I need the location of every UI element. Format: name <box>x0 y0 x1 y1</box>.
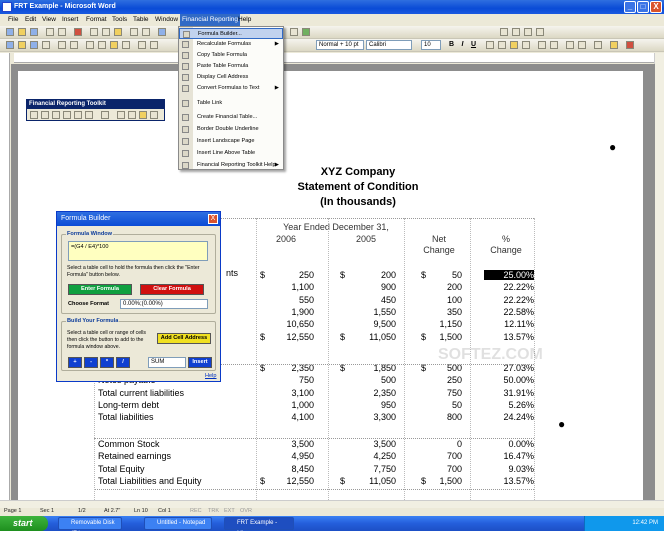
tk-border-icon[interactable] <box>128 111 136 119</box>
status-pages: 1/2 <box>78 508 86 514</box>
value-net-change: 0 <box>456 439 462 449</box>
frt-menu-item[interactable] <box>179 148 283 159</box>
value-net-change: 200 <box>446 282 462 293</box>
justify-icon[interactable] <box>522 41 530 49</box>
new-icon[interactable] <box>6 28 14 36</box>
value-net-change: 750 <box>446 387 462 398</box>
highlight-icon[interactable] <box>610 41 618 49</box>
statement-title: Statement of Condition <box>297 181 419 193</box>
frt-menu-item[interactable] <box>179 160 283 171</box>
menu-item-label: Insert Landscape Page <box>197 138 255 144</box>
menu-bar <box>0 14 664 26</box>
docmap-icon[interactable] <box>524 28 532 36</box>
value-net-change: 800 <box>446 412 462 423</box>
tk-landscape-icon[interactable] <box>139 111 147 119</box>
value-pct-change: 5.26% <box>508 399 534 410</box>
fb-close-button[interactable]: X <box>208 214 218 224</box>
start-button[interactable]: start <box>0 516 48 531</box>
menu-item-icon <box>182 74 189 81</box>
value-pct-change: 50.00% <box>503 375 534 386</box>
value-pct-change: 22.22% <box>503 282 534 293</box>
menu-item-icon <box>182 162 189 169</box>
value-2005: 900 <box>380 282 396 293</box>
value-2006: 10,650 <box>286 319 314 330</box>
research-icon[interactable] <box>70 41 78 49</box>
save-icon[interactable] <box>30 28 38 36</box>
menu-item-icon <box>182 52 189 59</box>
partial-label: nts <box>226 268 239 278</box>
table-gridline <box>94 489 534 490</box>
word-app-icon <box>2 2 12 12</box>
menu-item-label: Border Double Underline <box>197 126 259 132</box>
submenu-arrow-icon: ▶ <box>274 162 279 168</box>
bold-button[interactable]: B <box>448 41 455 48</box>
value-2005: 200 <box>380 270 396 280</box>
value-pct-change: 12.11% <box>504 319 534 330</box>
font-combo[interactable]: Calibri <box>366 40 412 50</box>
add-cell-address-button[interactable]: Add Cell Address <box>157 333 211 344</box>
menu-item-icon <box>182 85 189 92</box>
financial-reporting-menu <box>178 26 284 170</box>
frt-menu-item[interactable] <box>179 83 283 94</box>
menu-item-icon <box>182 138 189 145</box>
row-label: Long-term debt <box>98 399 160 410</box>
tk-line-icon[interactable] <box>150 111 158 119</box>
status-ext[interactable]: EXT <box>224 508 235 514</box>
bullets-icon[interactable] <box>550 41 558 49</box>
value-2005: 500 <box>380 375 396 386</box>
undo-icon[interactable] <box>130 28 138 36</box>
dollar-sign: $ <box>421 475 427 486</box>
columns-icon[interactable] <box>500 28 508 36</box>
status-rec[interactable]: REC <box>190 508 202 514</box>
align-right-icon[interactable] <box>510 41 518 49</box>
dollar-sign: $ <box>340 331 346 342</box>
title-bar <box>0 0 664 14</box>
paste-icon[interactable] <box>114 28 122 36</box>
row-label: Common Stock <box>98 439 160 449</box>
value-pct-change: 31.91% <box>503 387 534 398</box>
show-hide-icon[interactable] <box>536 28 544 36</box>
menu-item-label: Paste Table Formula <box>197 63 249 69</box>
value-net-change: 50 <box>451 270 462 280</box>
menu-item-label: Table Link <box>197 100 223 106</box>
fb-title: Formula Builder <box>57 212 220 226</box>
menu-item-icon <box>182 41 189 48</box>
tk-convert-icon[interactable] <box>85 111 93 119</box>
menu-financial-reporting[interactable]: Financial Reporting <box>180 14 240 26</box>
value-pct-change: 13.57% <box>503 475 534 486</box>
row-label: Total Liabilities and Equity <box>98 475 202 486</box>
value-pct-change: 24.24% <box>503 412 534 423</box>
submenu-arrow-icon: ▶ <box>274 41 279 47</box>
new-doc-icon[interactable] <box>6 41 14 49</box>
row-label: Retained earnings <box>98 451 172 462</box>
spelling-icon[interactable] <box>74 28 82 36</box>
copy-icon[interactable] <box>102 28 110 36</box>
value-net-change: 1,150 <box>439 319 462 330</box>
financial-reporting-toolkit <box>26 99 165 121</box>
formula-window-label: Formula Window <box>67 231 113 237</box>
cut-doc-icon[interactable] <box>86 41 94 49</box>
tk-sum-icon[interactable] <box>41 111 49 119</box>
menu-item-icon <box>182 63 189 70</box>
bullet-mark-2: ● <box>558 417 566 431</box>
menu-item-label: Create Financial Table... <box>197 114 258 120</box>
value-2005: 11,050 <box>369 331 396 342</box>
value-2005: 450 <box>380 294 396 305</box>
drawing-icon[interactable] <box>512 28 520 36</box>
menu-edit[interactable]: Edit <box>25 16 37 23</box>
menu-item-label: Copy Table Formula <box>197 52 247 58</box>
row-label: Total Equity <box>98 463 145 474</box>
open-doc-icon[interactable] <box>18 41 26 49</box>
horizontal-ruler[interactable] <box>14 53 662 63</box>
decrease-indent-icon[interactable] <box>566 41 574 49</box>
menu-item-icon <box>182 100 189 107</box>
value-pct-change: 25.00% <box>484 270 534 280</box>
system-tray <box>584 516 664 531</box>
tk-copy-icon[interactable] <box>52 111 60 119</box>
align-center-icon[interactable] <box>498 41 506 49</box>
frt-menu-item[interactable] <box>179 28 283 39</box>
fb-help-link[interactable]: Help <box>205 373 217 379</box>
font-color-icon[interactable] <box>626 41 634 49</box>
status-sec: Sec 1 <box>40 508 55 514</box>
vertical-ruler[interactable] <box>0 53 10 500</box>
maximize-button[interactable]: □ <box>637 1 649 13</box>
border-icon[interactable] <box>594 41 602 49</box>
preview-icon[interactable] <box>58 28 66 36</box>
op-minus-button[interactable]: - <box>84 357 98 368</box>
toolbar-formatting <box>0 39 664 52</box>
dollar-sign: $ <box>340 363 346 373</box>
frt-menu-item[interactable] <box>179 98 283 109</box>
col-net-2: Change <box>423 245 455 255</box>
value-net-change: 50 <box>451 399 462 410</box>
insert-function-button[interactable]: Insert <box>188 357 212 368</box>
status-at: At 2.7" <box>104 508 121 514</box>
col-2006: 2006 <box>275 234 297 244</box>
frt-menu-item[interactable] <box>179 124 283 135</box>
frt-menu-item[interactable] <box>179 72 283 83</box>
build-instructions: Select a table cell or range of cells then click the button to add to the formula window above. <box>67 330 147 350</box>
value-2006: 1,000 <box>291 399 314 410</box>
toolkit-title: Financial Reporting Toolkit <box>27 100 164 109</box>
undo-doc-icon[interactable] <box>138 41 146 49</box>
value-2006: 1,100 <box>291 282 314 293</box>
toolbar-standard-1 <box>0 26 664 39</box>
window-title: FRT Example - Microsoft Word <box>14 3 116 10</box>
value-pct-change: 16.47% <box>503 451 534 462</box>
value-2006: 250 <box>298 270 314 280</box>
frt-menu-item[interactable] <box>179 136 283 147</box>
formula-builder-dialog <box>56 211 221 382</box>
value-net-change: 700 <box>446 463 462 474</box>
value-pct-change: 27.03% <box>503 363 534 373</box>
dollar-sign: $ <box>260 331 266 342</box>
format-painter-icon[interactable] <box>122 41 130 49</box>
size-combo[interactable]: 10 <box>421 40 441 50</box>
value-2005: 2,350 <box>373 387 396 398</box>
value-2006: 750 <box>298 375 314 386</box>
task-notepad[interactable]: Untitled - Notepad <box>144 517 212 530</box>
op-divide-button[interactable]: / <box>116 357 130 368</box>
menu-window[interactable]: Window <box>155 16 179 23</box>
value-net-change: 1,500 <box>439 331 462 342</box>
tk-formula-icon[interactable] <box>30 111 38 119</box>
status-page: Page 1 <box>4 508 22 514</box>
menu-item-icon <box>182 150 189 157</box>
function-select[interactable]: SUM <box>148 357 186 368</box>
paste-doc-icon[interactable] <box>110 41 118 49</box>
formula-textbox[interactable]: =(G4 / E4)*100 <box>68 241 208 261</box>
vertical-scrollbar[interactable] <box>654 53 664 500</box>
watermark: SOFTEZ.COM <box>438 346 543 363</box>
clock: 12:42 PM <box>632 520 658 526</box>
format-select[interactable]: 0.00%;(0.00%) <box>120 299 208 309</box>
col-pct-2: Change <box>490 245 522 255</box>
value-net-change: 1,500 <box>439 475 462 486</box>
dollar-sign: $ <box>340 475 346 486</box>
col-net-1: Net <box>431 234 446 244</box>
value-2006: 3,100 <box>291 387 314 398</box>
value-pct-change: 22.58% <box>503 306 534 317</box>
col-pct-1: % <box>501 234 510 244</box>
redo-doc-icon[interactable] <box>150 41 158 49</box>
table-gridline <box>256 218 257 500</box>
save-doc-icon[interactable] <box>30 41 38 49</box>
frt-menu-item[interactable] <box>179 50 283 61</box>
menu-help[interactable]: Help <box>238 16 252 23</box>
increase-indent-icon[interactable] <box>578 41 586 49</box>
permission-icon[interactable] <box>42 41 50 49</box>
value-2005: 11,050 <box>369 475 396 486</box>
col-2005: 2005 <box>355 234 377 244</box>
status-bar <box>0 508 664 516</box>
hyperlink-icon[interactable] <box>158 28 166 36</box>
row-label: Total liabilities <box>98 412 154 423</box>
print-icon[interactable] <box>46 28 54 36</box>
redo-icon[interactable] <box>142 28 150 36</box>
dollar-sign: $ <box>421 363 427 373</box>
value-net-change: 350 <box>446 306 462 317</box>
build-formula-group <box>61 318 216 371</box>
clear-formula-button[interactable]: Clear Formula <box>140 284 204 295</box>
menu-view[interactable]: View <box>42 16 56 23</box>
italic-button[interactable]: I <box>461 41 464 48</box>
value-2005: 950 <box>380 399 396 410</box>
dollar-sign: $ <box>340 270 346 280</box>
units-caption: (In thousands) <box>320 196 396 208</box>
value-2005: 9,500 <box>373 319 396 330</box>
build-formula-label: Build Your Formula <box>67 318 119 324</box>
menu-item-label: Display Cell Address <box>197 74 249 80</box>
menu-item-label: Financial Reporting Toolkit Help <box>197 162 276 168</box>
value-net-change: 250 <box>446 375 462 386</box>
numbering-icon[interactable] <box>538 41 546 49</box>
menu-table[interactable]: Table <box>133 16 149 23</box>
taskbar <box>0 516 664 537</box>
value-2005: 3,300 <box>373 412 396 423</box>
menu-insert[interactable]: Insert <box>62 16 79 23</box>
year-header: Year Ended December 31, <box>283 222 389 232</box>
value-net-change: 100 <box>446 294 462 305</box>
value-2006: 4,950 <box>291 451 314 462</box>
menu-tools[interactable]: Tools <box>112 16 128 23</box>
menu-item-icon <box>183 31 190 38</box>
frt-menu-item[interactable] <box>179 39 283 50</box>
status-trk[interactable]: TRK <box>208 508 219 514</box>
value-2005: 1,850 <box>373 363 396 373</box>
status-ovr[interactable]: OVR <box>240 508 252 514</box>
value-2006: 2,350 <box>291 363 314 373</box>
value-2006: 12,550 <box>286 331 314 342</box>
dollar-sign: $ <box>260 363 266 373</box>
cut-icon[interactable] <box>90 28 98 36</box>
bullet-mark: ● <box>609 140 617 154</box>
value-2006: 12,550 <box>286 475 314 486</box>
tk-paste-icon[interactable] <box>63 111 71 119</box>
excel-icon[interactable] <box>302 28 310 36</box>
value-2005: 1,550 <box>373 306 396 317</box>
op-multiply-button[interactable]: * <box>100 357 114 368</box>
value-2006: 1,900 <box>291 306 314 317</box>
value-2005: 7,750 <box>373 463 396 474</box>
value-net-change: 700 <box>446 451 462 462</box>
style-combo[interactable]: Normal + 10 pt <box>316 40 364 50</box>
print-doc-icon[interactable] <box>58 41 66 49</box>
dollar-sign: $ <box>421 331 427 342</box>
company-name: XYZ Company <box>320 166 396 178</box>
menu-file[interactable]: File <box>8 16 19 23</box>
formula-window-group <box>61 231 216 314</box>
task-word[interactable]: FRT Example - Micros... <box>224 517 294 530</box>
status-ln: Ln 10 <box>134 508 148 514</box>
value-pct-change: 13.57% <box>503 331 534 342</box>
value-pct-change: 9.03% <box>508 463 534 474</box>
menu-item-icon <box>182 126 189 133</box>
value-pct-change: 0.00% <box>508 439 534 449</box>
dollar-sign: $ <box>421 270 427 280</box>
menu-format[interactable]: Format <box>86 16 107 23</box>
dollar-sign: $ <box>260 475 266 486</box>
op-plus-button[interactable]: + <box>68 357 82 368</box>
menu-item-label: Formula Builder... <box>198 31 242 37</box>
menu-item-label: Insert Line Above Table <box>197 150 256 156</box>
table-gridline <box>328 218 329 500</box>
value-2006: 4,100 <box>291 412 314 423</box>
copy-doc-icon[interactable] <box>98 41 106 49</box>
row-label: Total current liabilities <box>98 387 185 398</box>
menu-item-label: Convert Formulas to Text <box>197 85 260 91</box>
value-net-change: 500 <box>446 363 462 373</box>
dollar-sign: $ <box>260 270 266 280</box>
value-2005: 4,250 <box>373 451 396 462</box>
tk-address-icon[interactable] <box>74 111 82 119</box>
status-col: Col 1 <box>158 508 171 514</box>
value-2006: 3,500 <box>291 439 314 449</box>
tk-link-icon[interactable] <box>101 111 109 119</box>
task-removable-disk[interactable]: Removable Disk (E:) <box>58 517 122 530</box>
frt-menu-item[interactable] <box>179 112 283 123</box>
table-gridline <box>404 218 405 500</box>
value-2006: 8,450 <box>291 463 314 474</box>
value-2005: 3,500 <box>373 439 396 449</box>
table-icon[interactable] <box>290 28 298 36</box>
enter-formula-button[interactable]: Enter Formula <box>68 284 132 295</box>
value-pct-change: 22.22% <box>503 294 534 305</box>
close-button[interactable]: X <box>650 1 662 13</box>
choose-format-label: Choose Format <box>68 301 110 307</box>
table-gridline <box>94 438 534 439</box>
formula-instructions: Select a table cell to hold the formula then click the "Enter Formula" button below. <box>67 265 200 278</box>
align-left-icon[interactable] <box>486 41 494 49</box>
value-2006: 550 <box>298 294 314 305</box>
submenu-arrow-icon: ▶ <box>274 85 279 91</box>
menu-item-label: Recalculate Formulas <box>197 41 252 47</box>
frt-menu-item[interactable] <box>179 61 283 72</box>
minimize-button[interactable]: _ <box>624 1 636 13</box>
underline-button[interactable]: U <box>470 41 477 48</box>
menu-item-icon <box>182 114 189 121</box>
tk-table-icon[interactable] <box>117 111 125 119</box>
open-icon[interactable] <box>18 28 26 36</box>
